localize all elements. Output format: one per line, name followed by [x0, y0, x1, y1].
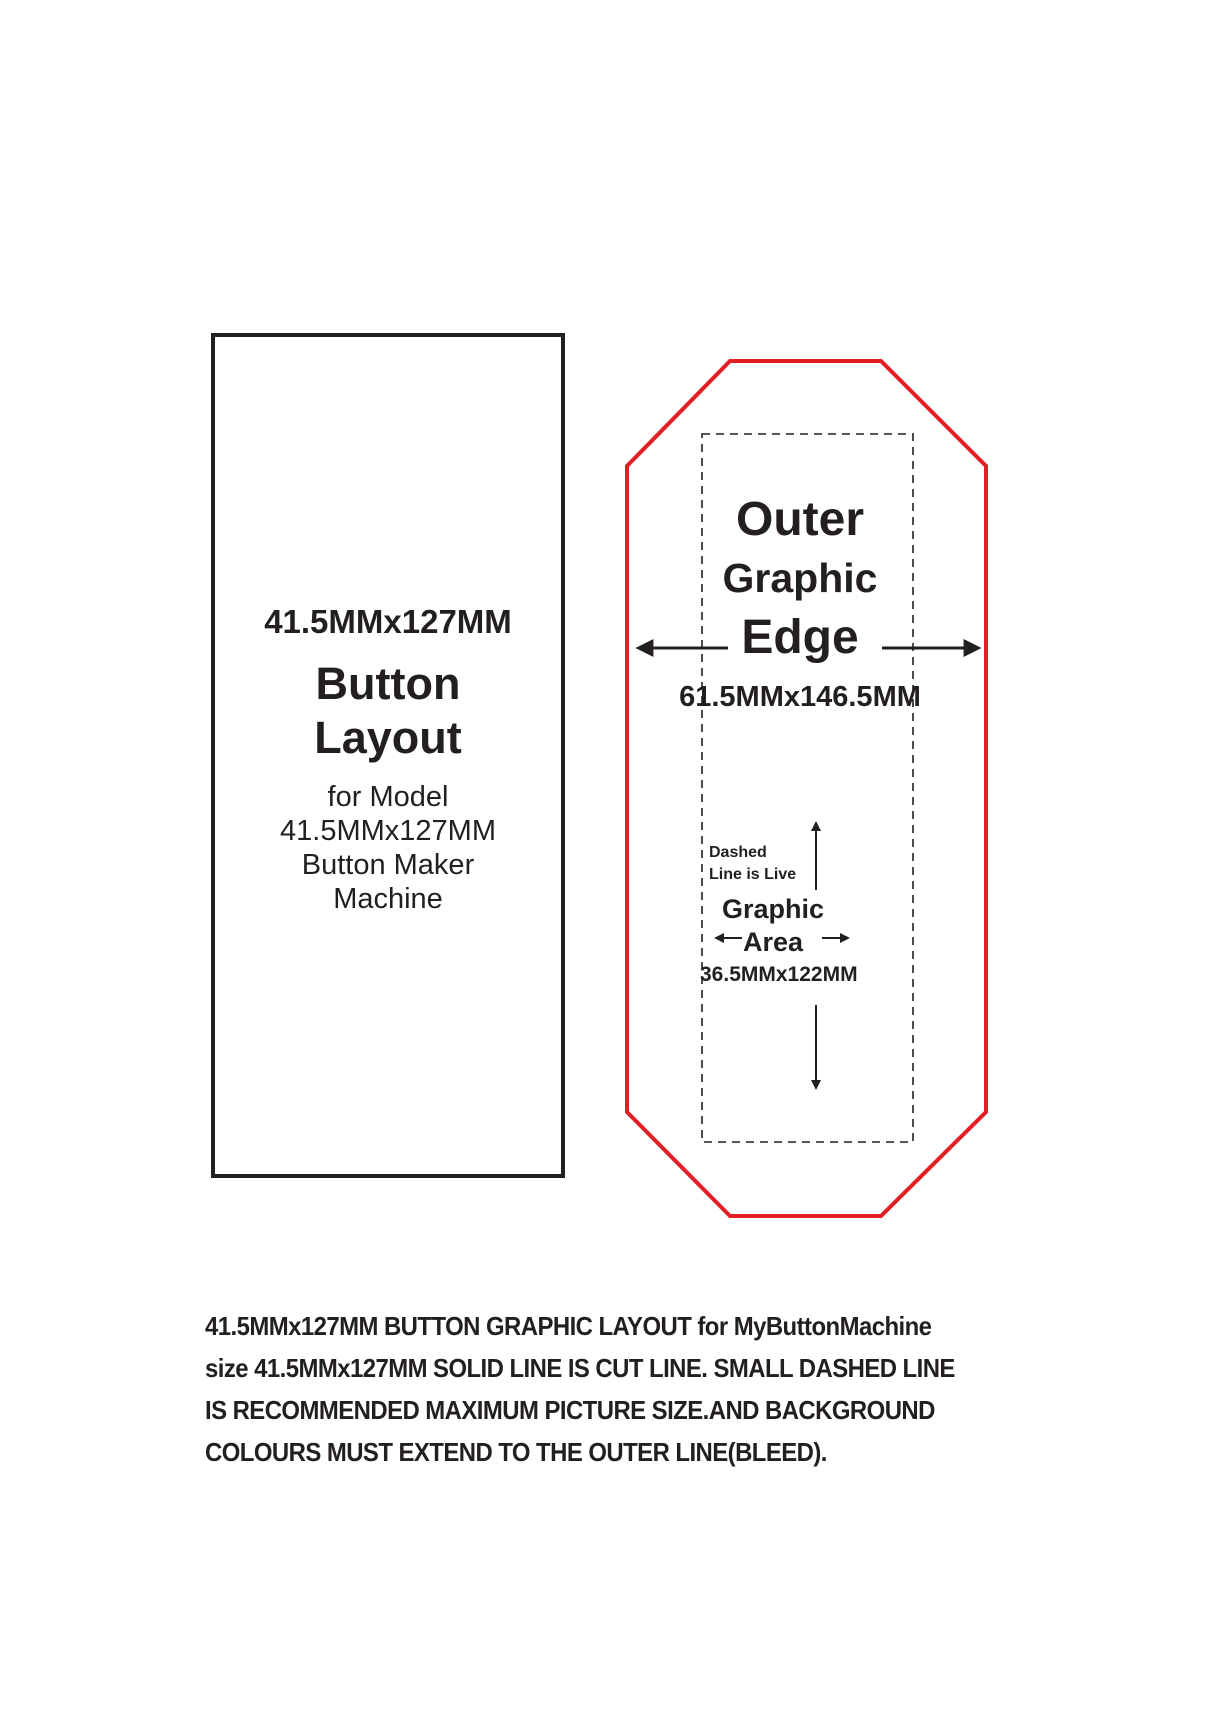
- outer-graphic-edge-title: [690, 492, 910, 668]
- graphic-area-title-line1: Graphic: [721, 894, 825, 924]
- outer-graphic-edge-title-line3: Edge: [741, 611, 859, 664]
- instructions-line3: IS RECOMMENDED MAXIMUM PICTURE SIZE.AND BACKGROUND: [205, 1395, 935, 1425]
- graphic-area-title: [700, 893, 846, 959]
- outer-bleed-line: [627, 361, 986, 1216]
- dashed-line-note-line2: Line is Live: [709, 866, 797, 883]
- instructions-line4: COLOURS MUST EXTEND TO THE OUTER LINE(BLEED).: [205, 1437, 827, 1467]
- outer-graphic-edge-title-line1: Outer: [735, 493, 864, 546]
- model-description-line4: Machine: [333, 883, 443, 915]
- graphic-area-size-label: 36.5MMx122MM: [700, 963, 858, 986]
- model-description-line3: Button Maker: [301, 849, 475, 881]
- dashed-line-note: [709, 842, 796, 886]
- layout-instructions: [205, 1305, 996, 1473]
- model-description-line2: 41.5MMx127MM: [280, 815, 496, 847]
- outer-graphic-edge-title-line2: Graphic: [722, 555, 878, 601]
- button-size-label: 41.5MMx127MM: [264, 603, 512, 640]
- instructions-line2: size 41.5MMx127MM SOLID LINE IS CUT LINE. SMALL DASHED LINE: [205, 1353, 955, 1383]
- dashed-line-note-line1: Dashed: [709, 844, 767, 861]
- outer-edge-size-label: 61.5MMx146.5MM: [679, 681, 921, 713]
- button-layout-title-line2: Layout: [314, 712, 462, 763]
- model-description-line1: for Model: [327, 781, 449, 813]
- graphic-area-title-line2: Area: [742, 927, 804, 957]
- button-layout-title-line1: Button: [315, 658, 461, 709]
- instructions-line1: 41.5MMx127MM BUTTON GRAPHIC LAYOUT for MyButtonMachine: [205, 1311, 932, 1341]
